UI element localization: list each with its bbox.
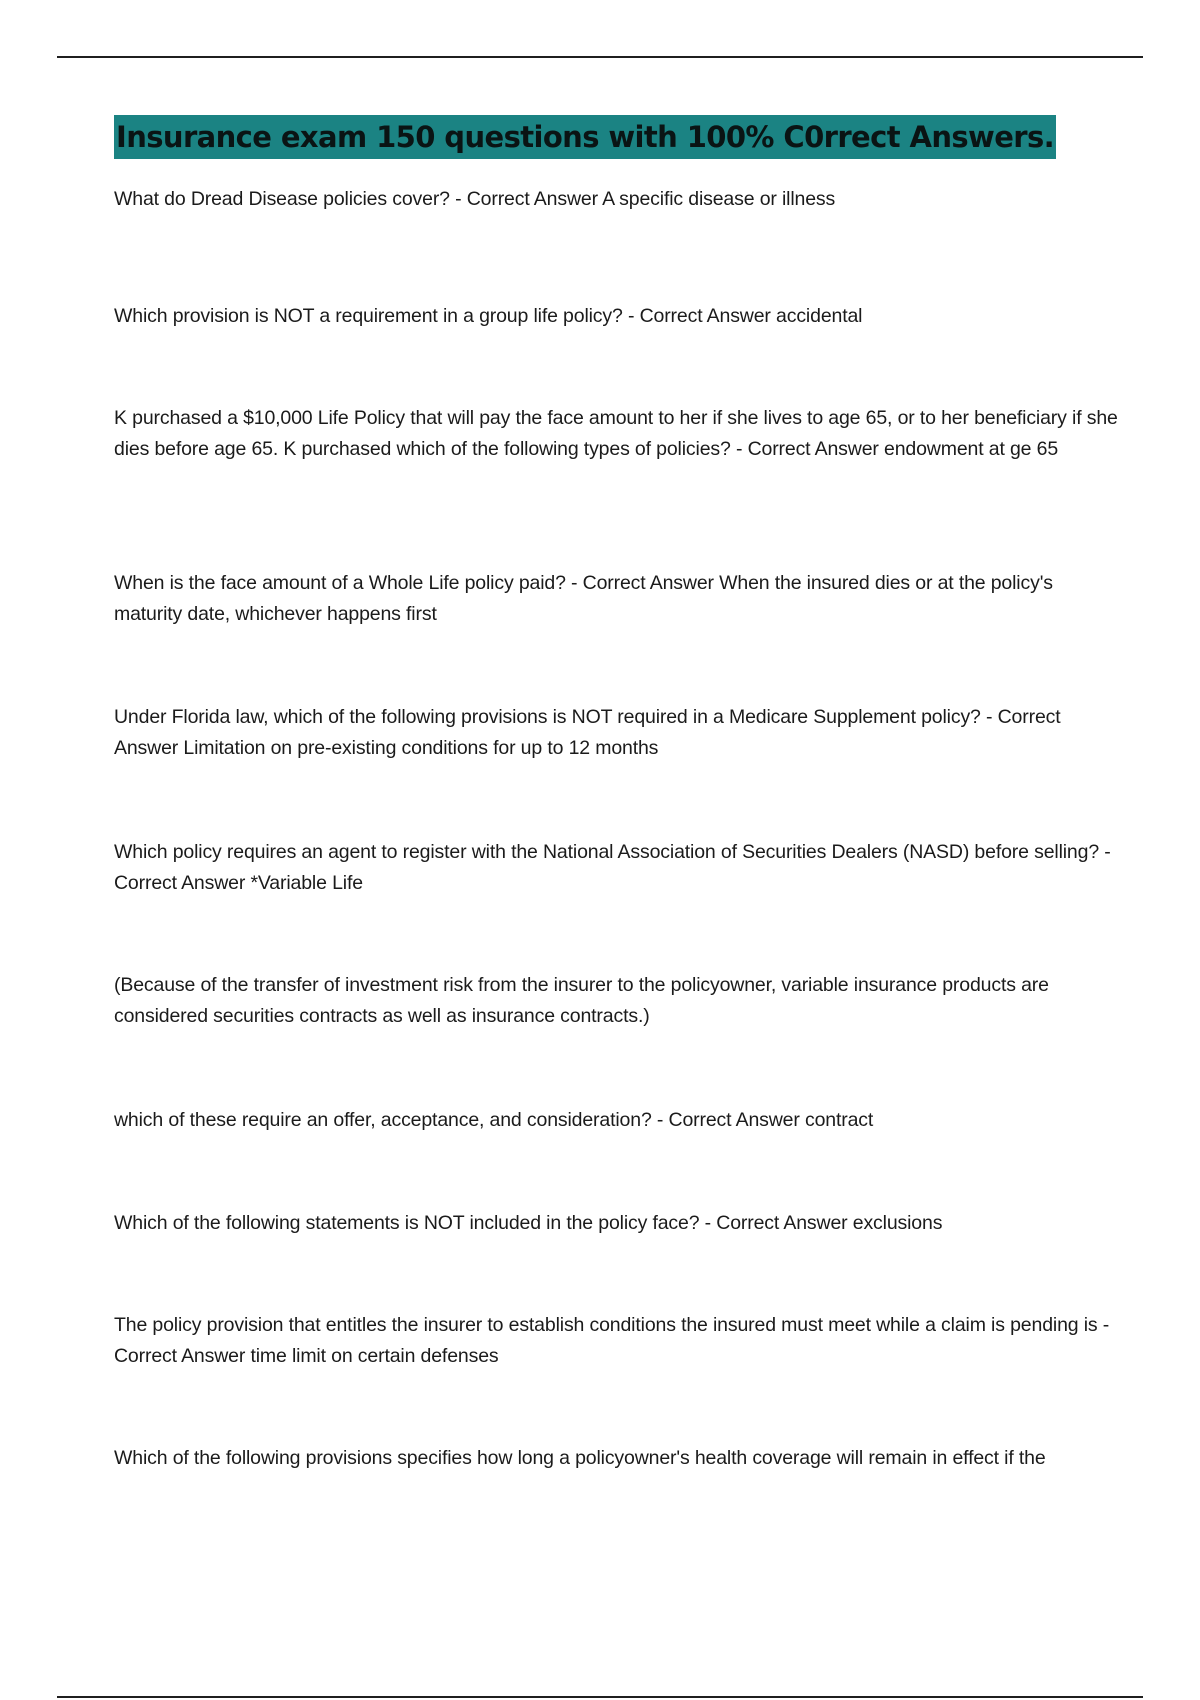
top-divider xyxy=(57,56,1143,58)
qa-entry-4: When is the face amount of a Whole Life policy paid? - Correct Answer When the insured dies or at the policy's maturity date, whichever happens first xyxy=(114,572,1053,625)
qa-entry-7: (Because of the transfer of investment risk from the insurer to the policyowner, variable insurance products are considered securities contracts as well as insurance contracts.) xyxy=(114,974,1049,1027)
qa-entry-3: K purchased a $10,000 Life Policy that will pay the face amount to her if she lives to age 65, or to her beneficiary if she dies before age 65. K purchased which of the following types of policies? - Correct Answer endowment at ge 65 xyxy=(114,407,1118,460)
qa-entry-2: Which provision is NOT a requirement in a group life policy? - Correct Answer accidental xyxy=(114,305,863,327)
qa-entry-6: Which policy requires an agent to register with the National Association of Securities Dealers (NASD) before selling? - Correct Answer *Variable Life xyxy=(114,841,1111,894)
qa-entry-10: The policy provision that entitles the insurer to establish conditions the insured must meet while a claim is pending is - Correct Answer time limit on certain defenses xyxy=(114,1314,1110,1367)
qa-entry-9: Which of the following statements is NOT included in the policy face? - Correct Answer exclusions xyxy=(114,1212,943,1234)
qa-entry-11: Which of the following provisions specifies how long a policyowner's health coverage will remain in effect if the xyxy=(114,1447,1046,1469)
qa-entry-8: which of these require an offer, acceptance, and consideration? - Correct Answer contract xyxy=(114,1109,874,1131)
qa-entry-1: What do Dread Disease policies cover? - Correct Answer A specific disease or illness xyxy=(114,188,836,210)
page-title: Insurance exam 150 questions with 100% C0rrect Answers. xyxy=(114,115,1056,159)
bottom-divider xyxy=(57,1696,1143,1698)
qa-entry-5: Under Florida law, which of the following provisions is NOT required in a Medicare Supplement policy? - Correct Answer Limitation on pre-existing conditions for up to 12 months xyxy=(114,706,1061,759)
